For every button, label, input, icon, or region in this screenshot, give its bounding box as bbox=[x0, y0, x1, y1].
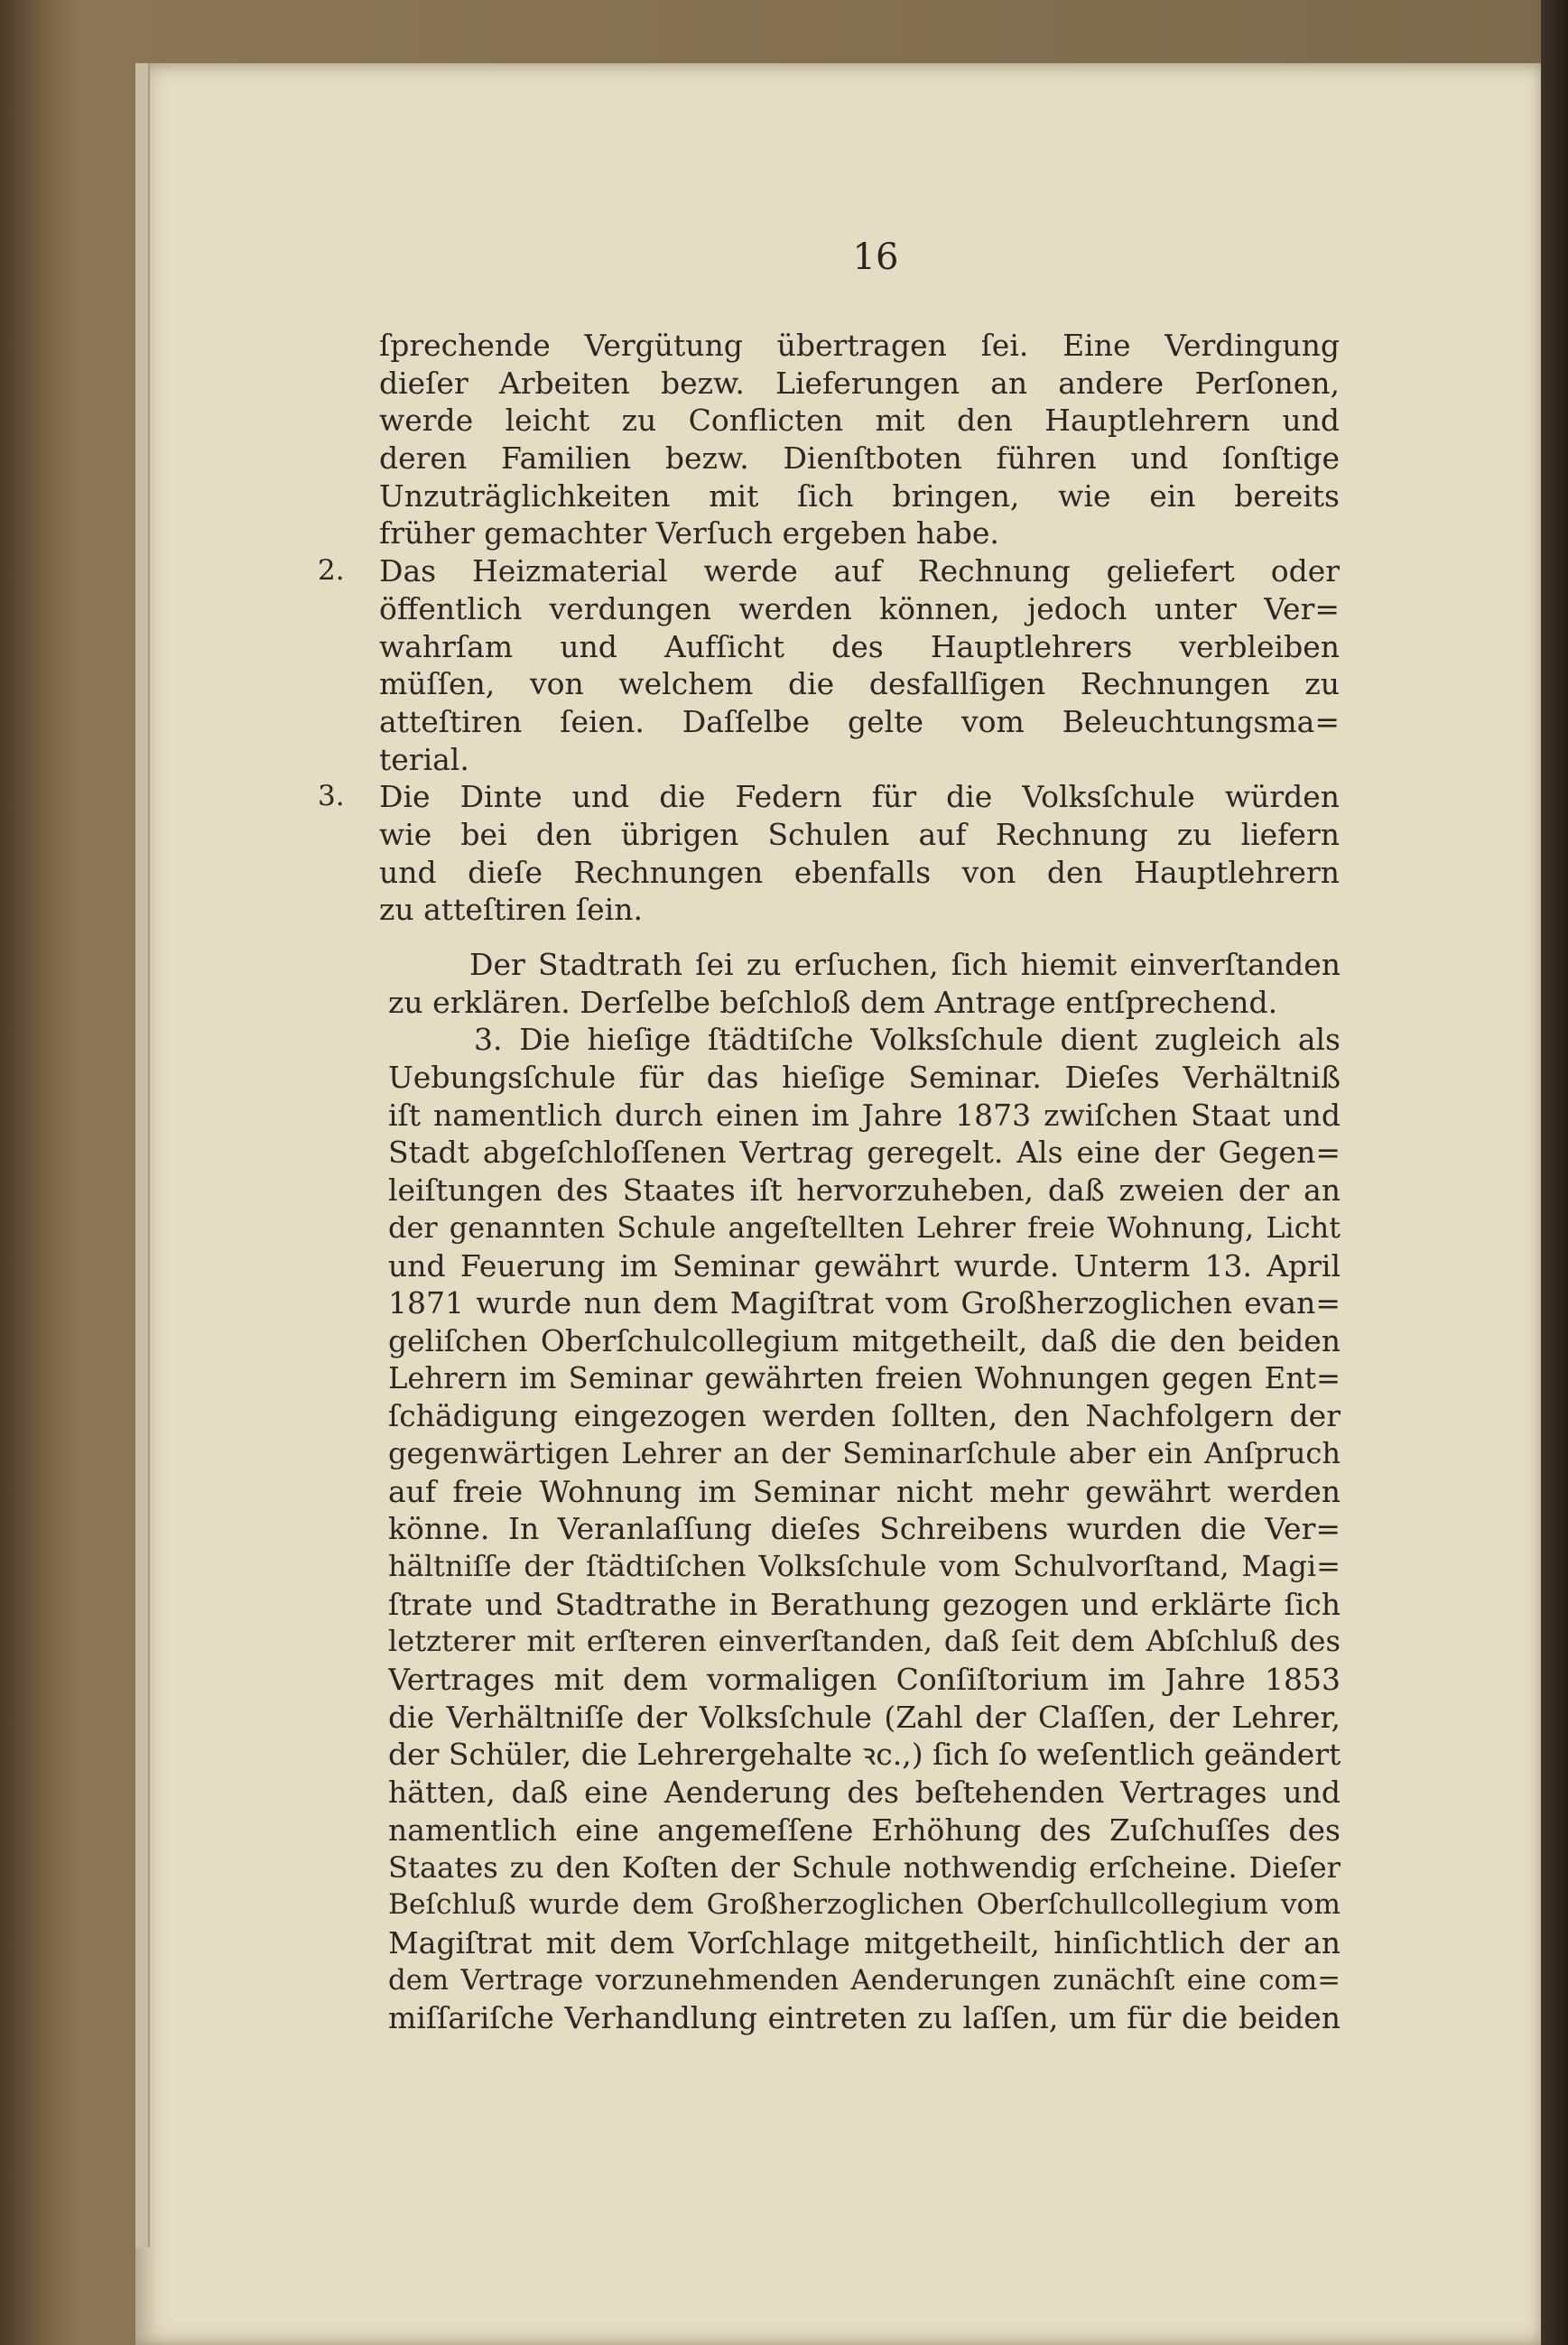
text-line: Staates zu den Koſten der Schule nothwendig erſcheine. Dieſer bbox=[388, 1849, 1341, 1885]
text-line: 1871 wurde nun dem Magiſtrat vom Großherzoglichen evan= bbox=[388, 1285, 1341, 1321]
list-item-3 bbox=[318, 778, 1340, 929]
text-line: 3. Die hieſige ſtädtiſche Volksſchule dient zugleich als bbox=[474, 1022, 1341, 1058]
text-line: Unzuträglichkeiten mit ſich bringen, wie ein bereits bbox=[379, 477, 1340, 514]
text-line: ſtrate und Stadtrathe in Berathung gezogen und erklärte ſich bbox=[388, 1586, 1341, 1622]
list-item-2 bbox=[318, 552, 1340, 778]
text-line: letzterer mit erſteren einverſtanden, daß ſeit dem Abſchluß des bbox=[388, 1624, 1341, 1659]
text-line: hätten, daß eine Aenderung des beſtehenden Vertrages und bbox=[388, 1775, 1341, 1811]
text-line: Das Heizmaterial werde auf Rechnung geliefert oder bbox=[379, 553, 1340, 589]
lower-text-block bbox=[388, 946, 1341, 2037]
text-line: atteſtiren ſeien. Daſſelbe gelte vom Beleuchtungsma= bbox=[379, 703, 1340, 739]
page-edge bbox=[135, 63, 150, 2248]
text-line: Beſchluß wurde dem Großherzoglichen Oberſchullcollegium vom bbox=[388, 1888, 1341, 1922]
text-line: Vertrages mit dem vormaligen Conſiſtorium im Jahre 1853 bbox=[388, 1662, 1341, 1698]
text-line: Stadt abgeſchloſſenen Vertrag geregelt. Als eine der Gegen= bbox=[388, 1135, 1341, 1171]
text-line: namentlich eine angemeſſene Erhöhung des Zuſchuſſes des bbox=[388, 1812, 1341, 1848]
text-line: der genannten Schule angeſtellten Lehrer freie Wohnung, Licht bbox=[388, 1210, 1341, 1245]
text-line: terial. bbox=[379, 741, 469, 777]
text-line: iſt namentlich durch einen im Jahre 1873 zwiſchen Staat und bbox=[388, 1097, 1341, 1133]
text-line: miſſariſche Verhandlung eintreten zu laſſen, um für die beiden bbox=[388, 2000, 1341, 2036]
text-line: zu erklären. Derſelbe beſchloß dem Antrage entſprechend. bbox=[388, 984, 1278, 1020]
text-line: öffentlich verdungen werden können, jedoch unter Ver= bbox=[379, 590, 1340, 626]
text-line: ſchädigung eingezogen werden ſollten, den Nachfolgern der bbox=[388, 1398, 1341, 1434]
text-line: Der Stadtrath ſei zu erſuchen, ſich hiemit einverſtanden bbox=[469, 947, 1341, 982]
item-number: 3. bbox=[318, 780, 345, 813]
text-line: werde leicht zu Conflicten mit den Hauptlehrern und bbox=[379, 403, 1340, 439]
text-line: ſprechende Vergütung übertragen ſei. Eine Verdingung bbox=[379, 328, 1340, 363]
text-line: gegenwärtigen Lehrer an der Seminarſchule aber ein Anſpruch bbox=[388, 1435, 1341, 1470]
text-line: zu atteſtiren ſein. bbox=[379, 892, 643, 928]
text-line: geliſchen Oberſchulcollegium mitgetheilt, daß die den beiden bbox=[388, 1322, 1341, 1358]
text-line: dieſer Arbeiten bezw. Lieferungen an andere Perſonen, bbox=[379, 365, 1340, 401]
text-line: deren Familien bezw. Dienſtboten führen und ſonſtige bbox=[379, 440, 1340, 477]
text-line: Die Dinte und die Federn für die Volksſchule würden bbox=[379, 779, 1340, 815]
text-line: Uebungsſchule für das hieſige Seminar. Dieſes Verhältniß bbox=[388, 1060, 1341, 1096]
text-line: und dieſe Rechnungen ebenfalls von den Hauptlehrern bbox=[379, 854, 1340, 890]
text-line: Lehrern im Seminar gewährten freien Wohnungen gegen Ent= bbox=[388, 1360, 1341, 1395]
text-line: wie bei den übrigen Schulen auf Rechnung zu liefern bbox=[379, 816, 1340, 852]
text-line: früher gemachter Verſuch ergeben habe. bbox=[379, 515, 999, 551]
upper-text-block bbox=[318, 327, 1340, 929]
text-line: auf freie Wohnung im Seminar nicht mehr gewährt werden bbox=[388, 1473, 1341, 1509]
text-line: wahrſam und Aufſicht des Hauptlehrers verbleiben bbox=[379, 628, 1340, 664]
text-line: der Schüler, die Lehrergehalte ꝛc.,) ſich ſo weſentlich geändert bbox=[388, 1737, 1341, 1773]
text-line: die Verhältniſſe der Volksſchule (Zahl der Claſſen, der Lehrer, bbox=[388, 1699, 1341, 1735]
text-line: und Feuerung im Seminar gewährt wurde. Unterm 13. April bbox=[388, 1247, 1341, 1284]
text-line: Magiſtrat mit dem Vorſchlage mitgetheilt, hinſichtlich der an bbox=[388, 1924, 1341, 1960]
text-line: leiſtungen des Staates iſt hervorzuheben, daß zweien der an bbox=[388, 1172, 1341, 1209]
item-number: 2. bbox=[318, 554, 345, 588]
text-line: müſſen, von welchem die desfallſigen Rechnungen zu bbox=[379, 666, 1340, 702]
text-line: könne. In Veranlaſſung dieſes Schreibens wurden die Ver= bbox=[388, 1511, 1341, 1547]
page-number: 16 bbox=[852, 236, 899, 278]
paragraph-continuation bbox=[379, 327, 1340, 552]
book-spine bbox=[1541, 0, 1568, 2345]
text-line: dem Vertrage vorzunehmenden Aenderungen zunächſt eine com= bbox=[388, 1963, 1341, 1997]
text-line: hältniſſe der ſtädtiſchen Volksſchule vom Schulvorſtand, Magi= bbox=[388, 1549, 1341, 1583]
